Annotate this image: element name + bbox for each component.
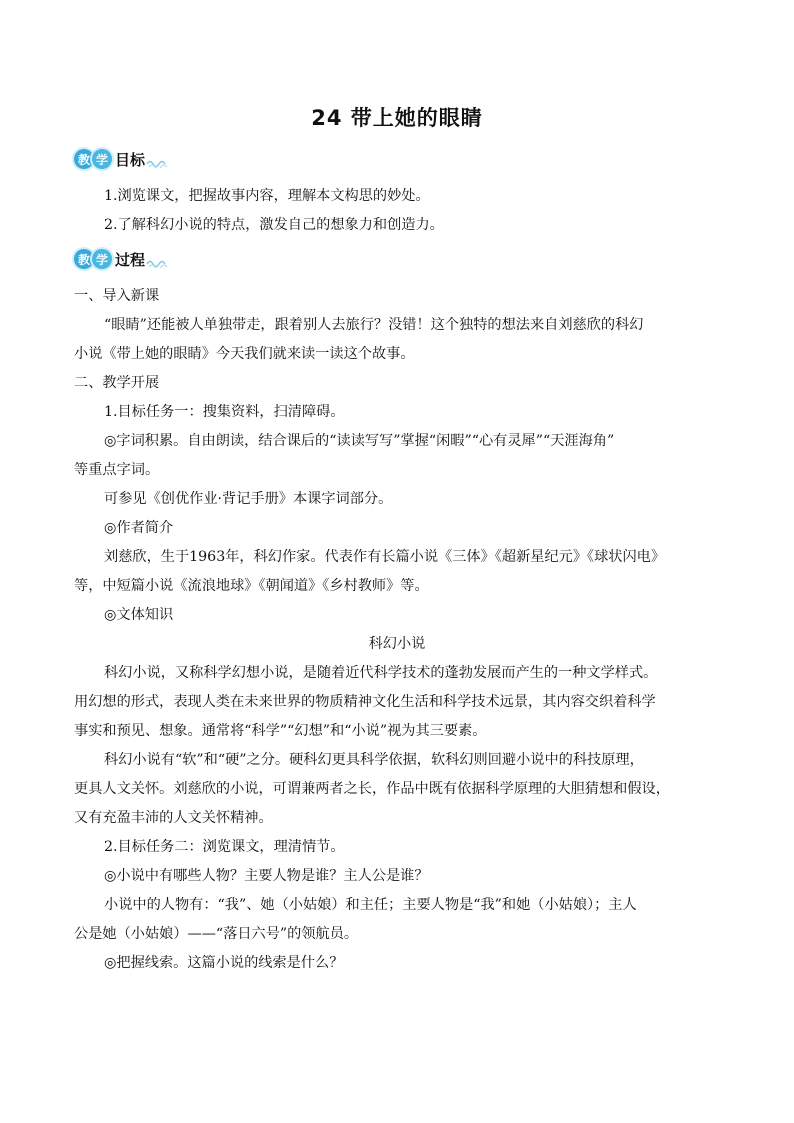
text-line: 二、教学开展 (74, 375, 160, 391)
text-line: 1.浏览课文，把握故事内容，理解本文构思的妙处。 (104, 188, 430, 204)
wave-ornament-icon (146, 258, 168, 268)
text-line: 刘慈欣，生于1963年，科幻作家。代表作有长篇小说《三体》《超新星纪元》《球状闪电》 (104, 549, 666, 565)
text-line: 事实和预见、想象。通常将“科学”“幻想”和“小说”视为其三要素。 (74, 723, 487, 739)
text-line: 小说《带上她的眼睛》今天我们就来读一读这个故事。 (74, 346, 415, 362)
section-badge (74, 249, 112, 269)
text-line: 2.目标任务二：浏览课文，理清情节。 (104, 839, 345, 855)
text-line: ◎把握线索。这篇小说的线索是什么？ (104, 955, 344, 971)
text-line: 又有充盈丰沛的人文关怀精神。 (74, 810, 273, 826)
text-line: 1.目标任务一：搜集资料，扫清障碍。 (104, 404, 345, 420)
badge-char: 教 (74, 149, 94, 169)
subsection-title: 科幻小说 (368, 636, 426, 652)
section-label: 过程 (115, 250, 146, 269)
text-line: 科幻小说有“软”和“硬”之分。硬科幻更具科学依据，软科幻则回避小说中的科技原理， (104, 752, 644, 768)
text-line: 可参见《创优作业·背记手册》本课字词部分。 (104, 491, 393, 507)
text-line: 小说中的人物有：“我”、她（小姑娘）和主任；主要人物是“我”和她（小姑娘）；主人 (104, 897, 637, 913)
badge-char: 教 (74, 249, 94, 269)
text-line: ◎小说中有哪些人物？主要人物是谁？主人公是谁？ (104, 868, 429, 884)
text-line: 2.了解科幻小说的特点，激发自己的想象力和创造力。 (104, 217, 444, 233)
section-badge (74, 149, 112, 169)
text-line: “眼睛”还能被人单独带走，跟着别人去旅行？没错！这个独特的想法来自刘慈欣的科幻 (104, 317, 644, 333)
text-line: ◎字词积累。自由朗读，结合课后的“读读写写”掌握“闲暇”“心有灵犀”“天涯海角” (104, 433, 615, 449)
text-line: 一、导入新课 (74, 288, 160, 304)
text-line: 用幻想的形式，表现人类在未来世界的物质精神文化生活和科学技术远景，其内容交织着科学 (74, 694, 656, 710)
section-heading-goals (74, 147, 168, 171)
badge-char: 学 (92, 249, 112, 269)
text-line: 等重点字词。 (74, 462, 160, 478)
text-line: 科幻小说，又称科学幻想小说，是随着近代科学技术的蓬勃发展而产生的一种文学样式。 (104, 665, 658, 681)
section-heading-process (74, 247, 168, 271)
badge-char: 学 (92, 149, 112, 169)
wave-ornament-icon (146, 158, 168, 168)
text-line: 更具人文关怀。刘慈欣的小说，可谓兼两者之长，作品中既有依据科学原理的大胆猜想和假设， (74, 781, 670, 797)
text-line: ◎作者简介 (104, 520, 174, 536)
text-line: 等，中短篇小说《流浪地球》《朝闻道》《乡村教师》等。 (74, 578, 429, 594)
text-line: ◎文体知识 (104, 607, 174, 623)
text-line: 公是她（小姑娘）——“落日六号”的领航员。 (74, 926, 359, 942)
page-title: 24 带上她的眼睛 (311, 106, 483, 130)
section-label: 目标 (115, 150, 146, 169)
